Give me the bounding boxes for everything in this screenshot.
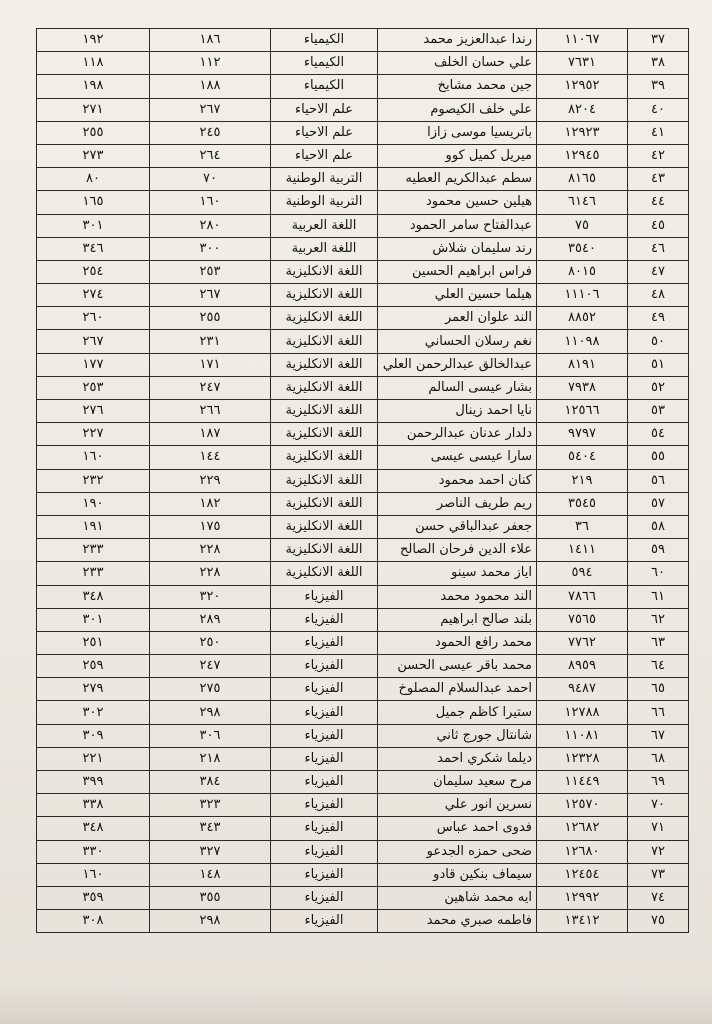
table-row bbox=[37, 585, 689, 608]
student-id-cell: ١٢٥٧٠ bbox=[537, 794, 628, 817]
subject-cell: اللغة الانكليزية bbox=[271, 423, 378, 446]
table-row bbox=[37, 608, 689, 631]
row-number-cell: ٥٥ bbox=[628, 446, 689, 469]
student-id-cell: ٣٦ bbox=[537, 515, 628, 538]
table-row bbox=[37, 446, 689, 469]
table-row bbox=[37, 771, 689, 794]
score-second-cell: ٢٥٥ bbox=[37, 121, 150, 144]
subject-cell: الفيزياء bbox=[271, 701, 378, 724]
table-row bbox=[37, 469, 689, 492]
subject-cell: الفيزياء bbox=[271, 724, 378, 747]
student-id-cell: ١٢٩٢٣ bbox=[537, 121, 628, 144]
student-name-cell: الند علوان العمر bbox=[378, 307, 537, 330]
row-number-cell: ٧٠ bbox=[628, 794, 689, 817]
subject-cell: اللغة الانكليزية bbox=[271, 260, 378, 283]
score-first-cell: ٣٤٣ bbox=[150, 817, 271, 840]
score-second-cell: ٣٠٩ bbox=[37, 724, 150, 747]
table-row bbox=[37, 191, 689, 214]
score-second-cell: ١١٨ bbox=[37, 52, 150, 75]
student-id-cell: ٨٩٥٩ bbox=[537, 655, 628, 678]
row-number-cell: ٦٤ bbox=[628, 655, 689, 678]
student-name-cell: علاء الدين فرحان الصالح bbox=[378, 539, 537, 562]
table-row bbox=[37, 701, 689, 724]
student-name-cell: بلند صالح ابراهيم bbox=[378, 608, 537, 631]
student-id-cell: ٦١٤٦ bbox=[537, 191, 628, 214]
row-number-cell: ٤٥ bbox=[628, 214, 689, 237]
subject-cell: الكيمياء bbox=[271, 52, 378, 75]
score-second-cell: ٣٤٦ bbox=[37, 237, 150, 260]
row-number-cell: ٤٠ bbox=[628, 98, 689, 121]
subject-cell: الفيزياء bbox=[271, 863, 378, 886]
row-number-cell: ٧١ bbox=[628, 817, 689, 840]
score-first-cell: ٢٢٨ bbox=[150, 539, 271, 562]
student-id-cell: ٧٥٦٥ bbox=[537, 608, 628, 631]
row-number-cell: ٧٥ bbox=[628, 910, 689, 933]
student-id-cell: ٨١٦٥ bbox=[537, 168, 628, 191]
score-first-cell: ٢٦٧ bbox=[150, 284, 271, 307]
subject-cell: اللغة الانكليزية bbox=[271, 307, 378, 330]
student-id-cell: ١٢٩٤٥ bbox=[537, 144, 628, 167]
score-second-cell: ٢٢٧ bbox=[37, 423, 150, 446]
score-second-cell: ٢٣٣ bbox=[37, 539, 150, 562]
subject-cell: الفيزياء bbox=[271, 794, 378, 817]
student-id-cell: ٨٢٠٤ bbox=[537, 98, 628, 121]
row-number-cell: ٣٨ bbox=[628, 52, 689, 75]
student-id-cell: ٧٩٣٨ bbox=[537, 376, 628, 399]
score-first-cell: ٣٨٤ bbox=[150, 771, 271, 794]
subject-cell: الفيزياء bbox=[271, 886, 378, 909]
student-name-cell: عبدالخالق عبدالرحمن العلي bbox=[378, 353, 537, 376]
row-number-cell: ٤٤ bbox=[628, 191, 689, 214]
score-first-cell: ١٨٦ bbox=[150, 29, 271, 52]
score-first-cell: ٢٥٥ bbox=[150, 307, 271, 330]
student-name-cell: عبدالفتاح سامر الحمود bbox=[378, 214, 537, 237]
score-second-cell: ١٦٠ bbox=[37, 446, 150, 469]
subject-cell: اللغة العربية bbox=[271, 237, 378, 260]
score-first-cell: ٢٨٩ bbox=[150, 608, 271, 631]
score-second-cell: ٣٥٩ bbox=[37, 886, 150, 909]
score-first-cell: ٢٦٤ bbox=[150, 144, 271, 167]
student-id-cell: ١٢٩٥٢ bbox=[537, 75, 628, 98]
subject-cell: اللغة الانكليزية bbox=[271, 515, 378, 538]
score-second-cell: ٢٥٩ bbox=[37, 655, 150, 678]
subject-cell: اللغة الانكليزية bbox=[271, 539, 378, 562]
table-row bbox=[37, 144, 689, 167]
student-id-cell: ١٢٦٨٠ bbox=[537, 840, 628, 863]
row-number-cell: ٥٢ bbox=[628, 376, 689, 399]
score-second-cell: ٣٠٨ bbox=[37, 910, 150, 933]
row-number-cell: ٦٦ bbox=[628, 701, 689, 724]
student-id-cell: ٩٤٨٧ bbox=[537, 678, 628, 701]
student-name-cell: فراس ابراهيم الحسين bbox=[378, 260, 537, 283]
student-id-cell: ١٣٤١٢ bbox=[537, 910, 628, 933]
score-first-cell: ٢٩٨ bbox=[150, 701, 271, 724]
score-second-cell: ٢٣٢ bbox=[37, 469, 150, 492]
score-second-cell: ١٩٠ bbox=[37, 492, 150, 515]
score-second-cell: ١٧٧ bbox=[37, 353, 150, 376]
student-name-cell: ايه محمد شاهين bbox=[378, 886, 537, 909]
table-row bbox=[37, 330, 689, 353]
subject-cell: الفيزياء bbox=[271, 747, 378, 770]
student-name-cell: جعفر عبدالباقي حسن bbox=[378, 515, 537, 538]
subject-cell: اللغة الانكليزية bbox=[271, 492, 378, 515]
student-name-cell: محمد رافع الحمود bbox=[378, 631, 537, 654]
student-id-cell: ٧٧٦٢ bbox=[537, 631, 628, 654]
table-row bbox=[37, 284, 689, 307]
subject-cell: اللغة العربية bbox=[271, 214, 378, 237]
table-row bbox=[37, 168, 689, 191]
row-number-cell: ٦٠ bbox=[628, 562, 689, 585]
score-second-cell: ١٦٠ bbox=[37, 863, 150, 886]
score-second-cell: ٢٥٣ bbox=[37, 376, 150, 399]
score-second-cell: ٣٩٩ bbox=[37, 771, 150, 794]
subject-cell: الكيمياء bbox=[271, 75, 378, 98]
table-row bbox=[37, 910, 689, 933]
table-row bbox=[37, 747, 689, 770]
student-name-cell: نايا احمد زينال bbox=[378, 400, 537, 423]
student-name-cell: ميريل كميل كوو bbox=[378, 144, 537, 167]
row-number-cell: ٤٩ bbox=[628, 307, 689, 330]
row-number-cell: ٤٢ bbox=[628, 144, 689, 167]
row-number-cell: ٥٣ bbox=[628, 400, 689, 423]
table-row bbox=[37, 794, 689, 817]
table-row bbox=[37, 214, 689, 237]
score-first-cell: ٢٧٥ bbox=[150, 678, 271, 701]
student-id-cell: ١١٠٨١ bbox=[537, 724, 628, 747]
student-id-cell: ٢١٩ bbox=[537, 469, 628, 492]
subject-cell: التربية الوطنية bbox=[271, 191, 378, 214]
student-id-cell: ١٢٤٥٤ bbox=[537, 863, 628, 886]
score-first-cell: ١١٢ bbox=[150, 52, 271, 75]
student-name-cell: رند سليمان شلاش bbox=[378, 237, 537, 260]
score-second-cell: ١٦٥ bbox=[37, 191, 150, 214]
table-row bbox=[37, 353, 689, 376]
student-name-cell: نغم رسلان الحساني bbox=[378, 330, 537, 353]
score-second-cell: ٣٠١ bbox=[37, 608, 150, 631]
score-first-cell: ٧٠ bbox=[150, 168, 271, 191]
student-name-cell: الند محمود محمد bbox=[378, 585, 537, 608]
subject-cell: اللغة الانكليزية bbox=[271, 469, 378, 492]
row-number-cell: ٥٦ bbox=[628, 469, 689, 492]
subject-cell: الفيزياء bbox=[271, 771, 378, 794]
table-row bbox=[37, 655, 689, 678]
subject-cell: اللغة الانكليزية bbox=[271, 376, 378, 399]
score-first-cell: ١٦٠ bbox=[150, 191, 271, 214]
table-row bbox=[37, 98, 689, 121]
student-name-cell: كنان احمد محمود bbox=[378, 469, 537, 492]
table-row bbox=[37, 678, 689, 701]
student-id-cell: ١٢٦٨٢ bbox=[537, 817, 628, 840]
student-name-cell: مرح سعيد سليمان bbox=[378, 771, 537, 794]
subject-cell: اللغة الانكليزية bbox=[271, 330, 378, 353]
score-first-cell: ٢٦٦ bbox=[150, 400, 271, 423]
table-row bbox=[37, 724, 689, 747]
score-first-cell: ٣٠٦ bbox=[150, 724, 271, 747]
score-second-cell: ٣٣٨ bbox=[37, 794, 150, 817]
student-name-cell: سيماف بنكين قادو bbox=[378, 863, 537, 886]
student-id-cell: ١١٤٤٩ bbox=[537, 771, 628, 794]
score-first-cell: ٣٠٠ bbox=[150, 237, 271, 260]
score-first-cell: ٣٢٣ bbox=[150, 794, 271, 817]
subject-cell: اللغة الانكليزية bbox=[271, 353, 378, 376]
row-number-cell: ٦٩ bbox=[628, 771, 689, 794]
score-first-cell: ١٨٧ bbox=[150, 423, 271, 446]
student-name-cell: دلدار عدنان عبدالرحمن bbox=[378, 423, 537, 446]
student-id-cell: ٧٨٦٦ bbox=[537, 585, 628, 608]
subject-cell: علم الاحياء bbox=[271, 144, 378, 167]
student-id-cell: ٥٩٤ bbox=[537, 562, 628, 585]
score-first-cell: ١٤٨ bbox=[150, 863, 271, 886]
score-first-cell: ٢٩٨ bbox=[150, 910, 271, 933]
student-name-cell: محمد باقر عيسى الحسن bbox=[378, 655, 537, 678]
table-row bbox=[37, 492, 689, 515]
student-name-cell: فدوى احمد عباس bbox=[378, 817, 537, 840]
row-number-cell: ٤١ bbox=[628, 121, 689, 144]
score-first-cell: ٢٤٥ bbox=[150, 121, 271, 144]
score-second-cell: ٣٠١ bbox=[37, 214, 150, 237]
subject-cell: الفيزياء bbox=[271, 631, 378, 654]
score-second-cell: ٢٣٣ bbox=[37, 562, 150, 585]
row-number-cell: ٣٩ bbox=[628, 75, 689, 98]
student-name-cell: ديلما شكري احمد bbox=[378, 747, 537, 770]
student-id-cell: ١٢٩٩٢ bbox=[537, 886, 628, 909]
score-first-cell: ١٤٤ bbox=[150, 446, 271, 469]
score-first-cell: ٢٥٠ bbox=[150, 631, 271, 654]
score-first-cell: ٣٢٧ bbox=[150, 840, 271, 863]
table-row bbox=[37, 260, 689, 283]
table-row bbox=[37, 539, 689, 562]
subject-cell: علم الاحياء bbox=[271, 121, 378, 144]
score-second-cell: ٢٧١ bbox=[37, 98, 150, 121]
results-table-body bbox=[37, 29, 689, 933]
student-id-cell: ٩٧٩٧ bbox=[537, 423, 628, 446]
table-row bbox=[37, 376, 689, 399]
score-second-cell: ٢٦٠ bbox=[37, 307, 150, 330]
subject-cell: الفيزياء bbox=[271, 655, 378, 678]
student-id-cell: ١٢٣٢٨ bbox=[537, 747, 628, 770]
table-row bbox=[37, 237, 689, 260]
row-number-cell: ٥٧ bbox=[628, 492, 689, 515]
row-number-cell: ٥٩ bbox=[628, 539, 689, 562]
row-number-cell: ٦٥ bbox=[628, 678, 689, 701]
student-id-cell: ١١١٠٦ bbox=[537, 284, 628, 307]
subject-cell: اللغة الانكليزية bbox=[271, 400, 378, 423]
student-name-cell: شانتال جورج ثاني bbox=[378, 724, 537, 747]
table-row bbox=[37, 817, 689, 840]
score-second-cell: ٢٧٣ bbox=[37, 144, 150, 167]
student-name-cell: ستيرا كاظم جميل bbox=[378, 701, 537, 724]
row-number-cell: ٥١ bbox=[628, 353, 689, 376]
score-second-cell: ١٩٢ bbox=[37, 29, 150, 52]
score-first-cell: ٢١٨ bbox=[150, 747, 271, 770]
score-second-cell: ١٩٨ bbox=[37, 75, 150, 98]
student-name-cell: علي حسان الخلف bbox=[378, 52, 537, 75]
score-second-cell: ١٩١ bbox=[37, 515, 150, 538]
score-first-cell: ٢٢٨ bbox=[150, 562, 271, 585]
score-second-cell: ٣٠٢ bbox=[37, 701, 150, 724]
subject-cell: الفيزياء bbox=[271, 608, 378, 631]
score-first-cell: ٢٥٣ bbox=[150, 260, 271, 283]
score-first-cell: ٢٦٧ bbox=[150, 98, 271, 121]
score-second-cell: ٨٠ bbox=[37, 168, 150, 191]
student-id-cell: ١٢٧٨٨ bbox=[537, 701, 628, 724]
subject-cell: اللغة الانكليزية bbox=[271, 562, 378, 585]
table-row bbox=[37, 631, 689, 654]
row-number-cell: ٧٤ bbox=[628, 886, 689, 909]
row-number-cell: ٤٨ bbox=[628, 284, 689, 307]
subject-cell: الفيزياء bbox=[271, 817, 378, 840]
table-row bbox=[37, 400, 689, 423]
table-row bbox=[37, 840, 689, 863]
table-row bbox=[37, 75, 689, 98]
student-id-cell: ١١٠٦٧ bbox=[537, 29, 628, 52]
student-name-cell: احمد عبدالسلام المصلوخ bbox=[378, 678, 537, 701]
table-row bbox=[37, 423, 689, 446]
table-row bbox=[37, 307, 689, 330]
results-table bbox=[36, 28, 689, 933]
score-second-cell: ٢٧٦ bbox=[37, 400, 150, 423]
row-number-cell: ٦٣ bbox=[628, 631, 689, 654]
student-name-cell: فاطمه صبري محمد bbox=[378, 910, 537, 933]
score-first-cell: ٢٣١ bbox=[150, 330, 271, 353]
student-id-cell: ٨٠١٥ bbox=[537, 260, 628, 283]
score-first-cell: ٢٨٠ bbox=[150, 214, 271, 237]
student-id-cell: ٣٥٤٠ bbox=[537, 237, 628, 260]
score-second-cell: ٢٢١ bbox=[37, 747, 150, 770]
student-name-cell: اياز محمد سينو bbox=[378, 562, 537, 585]
score-second-cell: ٢٧٩ bbox=[37, 678, 150, 701]
subject-cell: التربية الوطنية bbox=[271, 168, 378, 191]
student-name-cell: هيلما حسين العلي bbox=[378, 284, 537, 307]
student-name-cell: باتريسيا موسى زازا bbox=[378, 121, 537, 144]
student-name-cell: بشار عيسى السالم bbox=[378, 376, 537, 399]
score-first-cell: ١٨٢ bbox=[150, 492, 271, 515]
score-first-cell: ٢٤٧ bbox=[150, 376, 271, 399]
score-second-cell: ٣٣٠ bbox=[37, 840, 150, 863]
score-first-cell: ١٧٥ bbox=[150, 515, 271, 538]
subject-cell: اللغة الانكليزية bbox=[271, 284, 378, 307]
row-number-cell: ٥٤ bbox=[628, 423, 689, 446]
student-name-cell: ضحى حمزه الجدعو bbox=[378, 840, 537, 863]
score-first-cell: ٢٢٩ bbox=[150, 469, 271, 492]
student-id-cell: ٣٥٤٥ bbox=[537, 492, 628, 515]
row-number-cell: ٧٣ bbox=[628, 863, 689, 886]
student-name-cell: سطم عبدالكريم العطيه bbox=[378, 168, 537, 191]
row-number-cell: ٥٠ bbox=[628, 330, 689, 353]
subject-cell: اللغة الانكليزية bbox=[271, 446, 378, 469]
student-name-cell: سارا عيسى عيسى bbox=[378, 446, 537, 469]
row-number-cell: ٦٨ bbox=[628, 747, 689, 770]
score-second-cell: ٢٥٤ bbox=[37, 260, 150, 283]
score-second-cell: ٣٤٨ bbox=[37, 817, 150, 840]
table-row bbox=[37, 515, 689, 538]
table-row bbox=[37, 52, 689, 75]
score-first-cell: ٣٢٠ bbox=[150, 585, 271, 608]
score-second-cell: ٣٤٨ bbox=[37, 585, 150, 608]
subject-cell: الفيزياء bbox=[271, 910, 378, 933]
subject-cell: الكيمياء bbox=[271, 29, 378, 52]
row-number-cell: ٤٣ bbox=[628, 168, 689, 191]
student-id-cell: ١١٠٩٨ bbox=[537, 330, 628, 353]
score-second-cell: ٢٧٤ bbox=[37, 284, 150, 307]
score-second-cell: ٢٥١ bbox=[37, 631, 150, 654]
table-row bbox=[37, 562, 689, 585]
row-number-cell: ٦٢ bbox=[628, 608, 689, 631]
student-id-cell: ٧٦٣١ bbox=[537, 52, 628, 75]
subject-cell: الفيزياء bbox=[271, 678, 378, 701]
student-name-cell: رندا عبدالعزيز محمد bbox=[378, 29, 537, 52]
student-name-cell: علي خلف الكيصوم bbox=[378, 98, 537, 121]
table-row bbox=[37, 886, 689, 909]
student-id-cell: ١٤١١ bbox=[537, 539, 628, 562]
subject-cell: علم الاحياء bbox=[271, 98, 378, 121]
student-name-cell: نسرين انور علي bbox=[378, 794, 537, 817]
row-number-cell: ٣٧ bbox=[628, 29, 689, 52]
paper-shadow bbox=[0, 984, 712, 1024]
score-first-cell: ١٨٨ bbox=[150, 75, 271, 98]
score-first-cell: ١٧١ bbox=[150, 353, 271, 376]
row-number-cell: ٦٧ bbox=[628, 724, 689, 747]
score-first-cell: ٣٥٥ bbox=[150, 886, 271, 909]
table-row bbox=[37, 121, 689, 144]
score-second-cell: ٢٦٧ bbox=[37, 330, 150, 353]
student-id-cell: ٨١٩١ bbox=[537, 353, 628, 376]
student-id-cell: ٧٥ bbox=[537, 214, 628, 237]
subject-cell: الفيزياء bbox=[271, 585, 378, 608]
student-id-cell: ٨٨٥٢ bbox=[537, 307, 628, 330]
student-name-cell: ريم طريف الناصر bbox=[378, 492, 537, 515]
row-number-cell: ٧٢ bbox=[628, 840, 689, 863]
subject-cell: الفيزياء bbox=[271, 840, 378, 863]
table-row bbox=[37, 29, 689, 52]
row-number-cell: ٤٦ bbox=[628, 237, 689, 260]
student-id-cell: ١٢٥٦٦ bbox=[537, 400, 628, 423]
row-number-cell: ٤٧ bbox=[628, 260, 689, 283]
row-number-cell: ٥٨ bbox=[628, 515, 689, 538]
table-row bbox=[37, 863, 689, 886]
student-name-cell: جين محمد مشايخ bbox=[378, 75, 537, 98]
student-name-cell: هيلين حسين محمود bbox=[378, 191, 537, 214]
student-id-cell: ٥٤٠٤ bbox=[537, 446, 628, 469]
score-first-cell: ٢٤٧ bbox=[150, 655, 271, 678]
row-number-cell: ٦١ bbox=[628, 585, 689, 608]
